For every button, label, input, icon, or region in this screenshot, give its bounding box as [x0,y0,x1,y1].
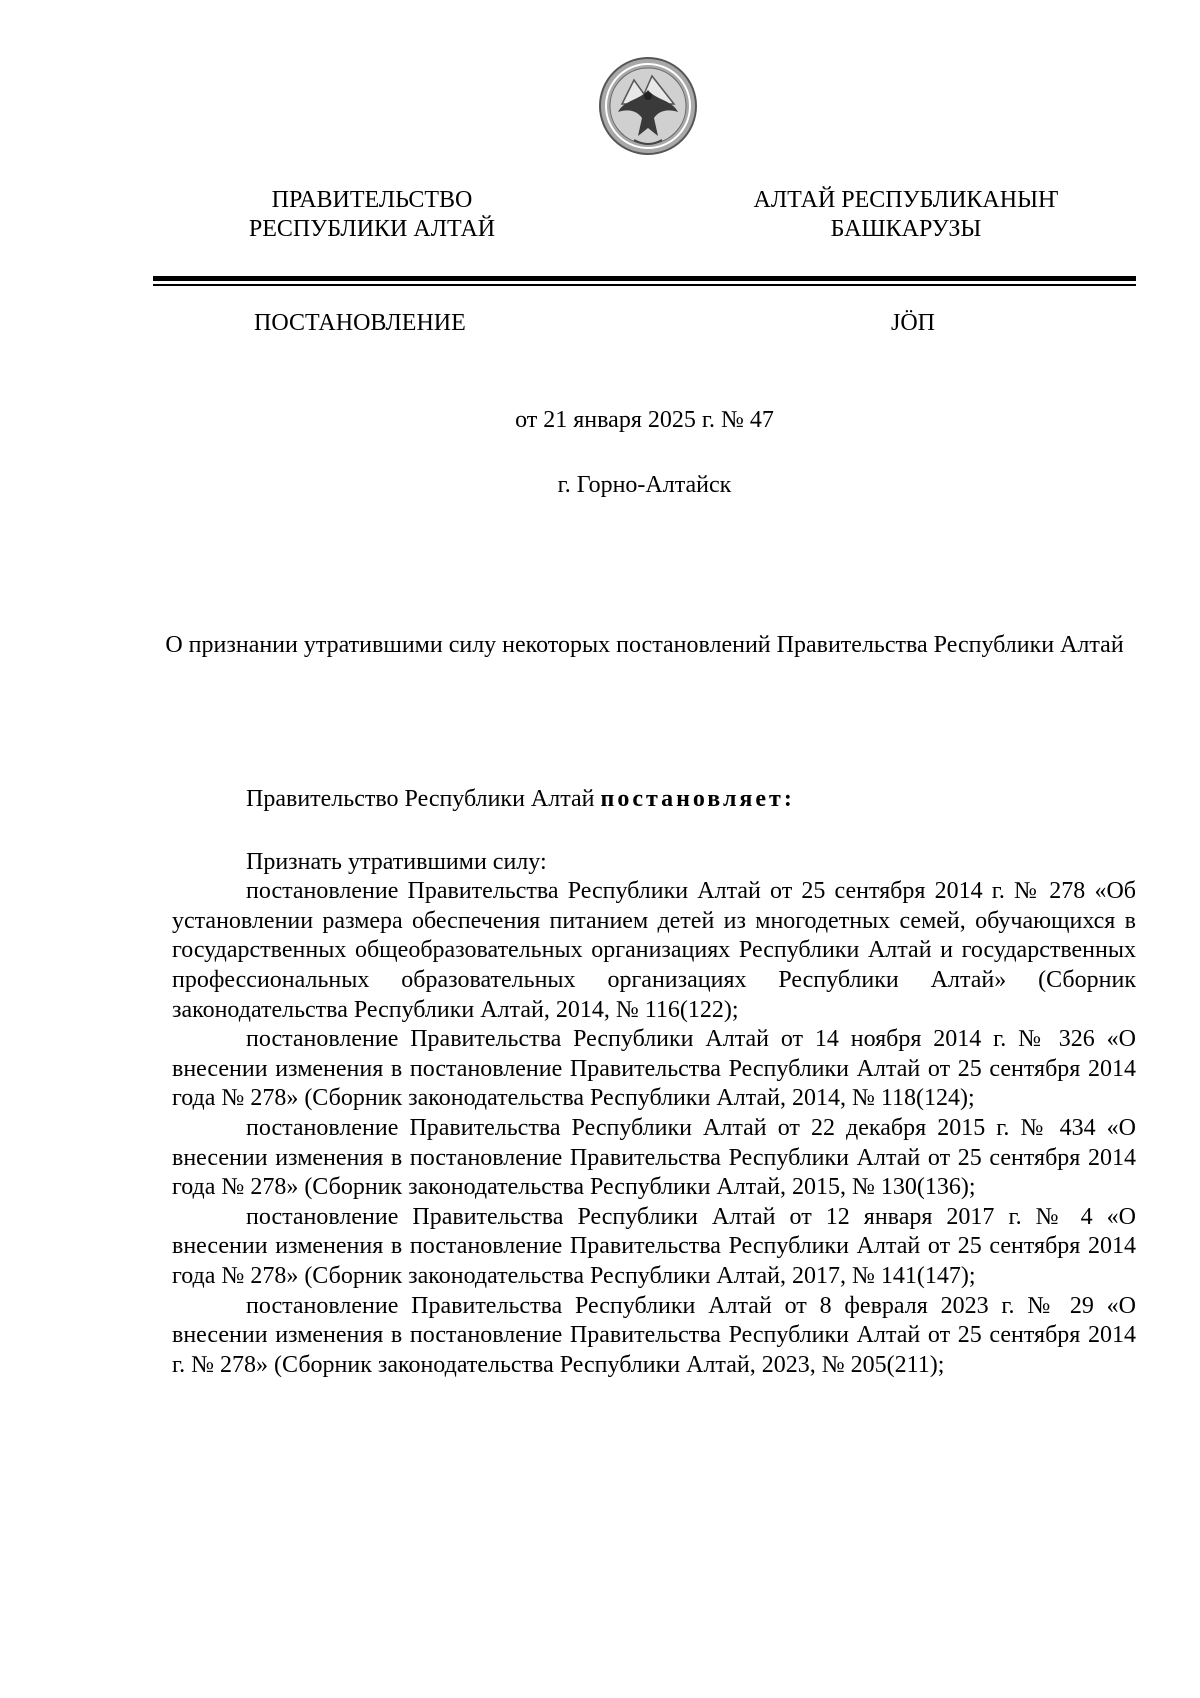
decree-lead: Правительство Республики Алтай [246,786,601,812]
government-name-ru [182,186,562,244]
repealed-decree-item: постановление Правительства Республики Алтай от 14 ноября 2014 г. № 326 «О внесении изменения в постановление Правительства Республики Алтай от 25 сентября 2014 года № 278» (Сборник законодательства Республики Алтай, 2014, № 118(124); [172,1026,1136,1112]
decree-statement [172,785,1136,815]
header-rule-thin [153,284,1136,286]
government-name-ru-line1: ПРАВИТЕЛЬСТВО [271,187,473,213]
repealed-decree-item: постановление Правительства Республики Алтай от 12 января 2017 г. № 4 «О внесении изменения в постановление Правительства Республики Алтай от 25 сентября 2014 года № 278» (Сборник законодательства Республики Алтай, 2017, № 141(147); [172,1203,1136,1289]
document-title: О признании утратившими силу некоторых постановлений Правительства Республики Алтай [165,632,1124,658]
government-name-alt-line2: БАШКАРУЗЫ [830,216,982,242]
repealed-decree-item: постановление Правительства Республики Алтай от 25 сентября 2014 г. № 278 «Об установлении размера обеспечения питанием детей из многодетных семей, обучающихся в государственных общеобразовательных организациях Республики Алтай и государственных профессиональных образовательных организациях Республики Алтай» (Сборник законодательства Республики Алтай, 2014, № 116(122); [172,878,1136,1023]
document-type-ru: ПОСТАНОВЛЕНИЕ [254,310,466,336]
recognize-invalid-intro: Признать утратившими силу: [246,848,547,875]
repealed-decree-item: постановление Правительства Республики Алтай от 22 декабря 2015 г. № 434 «О внесении изменения в постановление Правительства Республики Алтай от 25 сентября 2014 года № 278» (Сборник законодательства Республики Алтай, 2015, № 130(136); [172,1114,1136,1201]
header-rule-thick [153,276,1136,281]
document-date-number: от 21 января 2025 г. № 47 [515,407,774,433]
government-name-alt-line1: АЛТАЙ РЕСПУБЛИКАНЫҤ [753,187,1059,213]
decree-verb: постановляет: [600,786,795,812]
government-name-alt [716,186,1096,244]
document-city: г. Горно-Алтайск [557,472,732,498]
government-name-ru-line2: РЕСПУБЛИКИ АЛТАЙ [248,216,496,242]
repealed-decree-item: постановление Правительства Республики Алтай от 8 февраля 2023 г. № 29 «О внесении изменения в постановление Правительства Республики Алтай от 25 сентября 2014 г. № 278» (Сборник законодательства Республики Алтай, 2023, № 205(211); [172,1292,1136,1378]
document-type-alt: JӦП [891,310,936,336]
coat-of-arms-emblem [598,56,698,156]
document-body [172,785,1136,1380]
